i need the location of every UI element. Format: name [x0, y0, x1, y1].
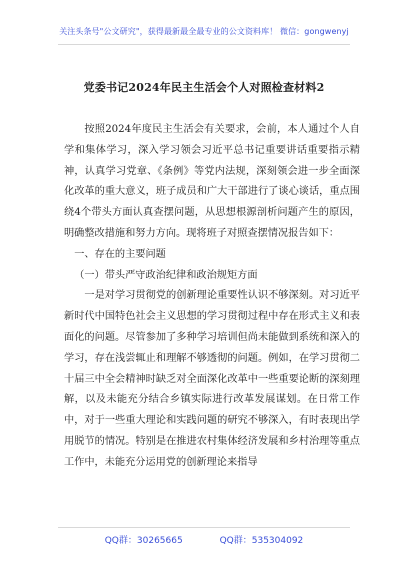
footer-divider: [58, 527, 350, 528]
subsection-heading: （一）带头严守政治纪律和政治规矩方面: [74, 269, 258, 281]
footer-qq-group-1: QQ群：30265665: [104, 536, 183, 546]
footer: [0, 533, 408, 546]
header-notice: 关注头条号"公文研究"，获得最新最全最专业的公文资料库！ 微信：gongwenyj: [59, 27, 349, 36]
document-body: [64, 120, 360, 474]
header-divider: [58, 44, 350, 45]
intro-paragraph: 按照2024年度民主生活会有关要求，会前，本人通过个人自学和集体学习，深入学习领会习近平总书记重要讲话重要指示精神，认真学习党章、《条例》等党内法规，深刻领会进一步全面深化改革的重大意义，班子成员和广大干部进行了谈心谈话，重点围绕4个带头方面认真查摆问题，从思想根源剖析问题产生的原因，明确整改措施和努力方向。现将班子对照查摆情况报告如下：: [64, 124, 360, 239]
footer-qq-group-2: QQ群：535304092: [219, 536, 304, 546]
document-title: 党委书记2024年民主生活会个人对照检查材料2: [83, 81, 325, 94]
section-heading: 一、存在的主要问题: [74, 248, 166, 260]
body-paragraph: 一是对学习贯彻党的创新理论重要性认识不够深刻。对习近平新时代中国特色社会主义思想的学习贯彻过程中存在形式主义和表面化的问题。尽管参加了多种学习培训但尚未能做到系统和深入的学习，存在浅尝辄止和理解不够透彻的问题。例如，在学习贯彻二十届三中全会精神时缺乏对全面深化改革中一些重要论断的深刻理解，以及未能充分结合乡镇实际进行改革发展谋划。在日常工作中，对于一些重大理论和实践问题的研究不够深入，有时表现出学用脱节的情况。特别是在推进农村集体经济发展和乡村治理等重点工作中，未能充分运用党的创新理论来指导: [64, 290, 360, 468]
